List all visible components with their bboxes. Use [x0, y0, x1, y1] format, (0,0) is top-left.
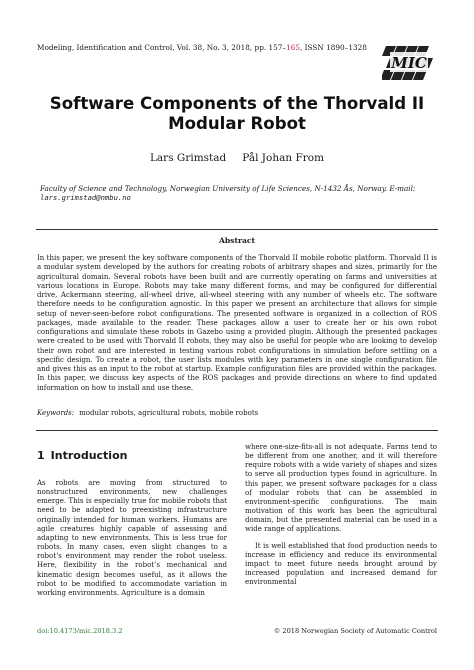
- author-2: Pål Johan From: [242, 152, 325, 164]
- abstract-bottom-rule: [36, 430, 438, 431]
- author-1: Lars Grimstad: [149, 152, 227, 164]
- journal-citation: Modeling, Identification and Control, Vol. 38, No. 3, 2018, pp. 157–: [37, 43, 287, 52]
- affiliation-text: Faculty of Science and Technology, Norwegian University of Life Sciences, N-1432 Ås, Norway. E-mail:: [40, 184, 416, 193]
- mic-logo-graphic: [382, 40, 434, 82]
- abstract-body: In this paper, we present the key software components of the Thorvald II mobile robotic platform. Thorvald II is a modular system developed by the authors for creating robots of arbitrary shapes and sizes, primarily for the agricultural domain. Several robots have been built and are currently operating on farms and universities at various locations in Europe. Robots may take many different forms, and may be configured for differential drive, Ackermann steering, all-wheel drive, all-wheel steering with any number of wheels etc. The software therefore needs to be configuration agnostic. In this paper we present an architecture that allows for simple setup of never-seen-before robot configurations. The presented software is organized in a collection of ROS packages, made available to the reader. These packages allow a user to create her or his own robot configurations and simulate these robots in Gazebo using a provided plugin. Although the presented packages were created to be used with Thorvald II robots, they may also be useful for people who are looking to develop their own robot and are interested in testing various robot configurations in simulation before settling on a specific design. To create a robot, the user lists modules with key parameters in one single configuration file and gives this as an input to the robot at startup. Example configuration files are provided within the packages. In this paper, we discuss key aspects of the ROS packages and provide directions on where to find updated information on how to install and use these.: [37, 254, 437, 392]
- title-line-2: Modular Robot: [168, 114, 306, 133]
- keywords-label: Keywords:: [37, 409, 75, 417]
- abstract-heading: Abstract: [218, 236, 256, 245]
- title-line-1: Software Components of the Thorvald II: [49, 94, 425, 113]
- doi-link[interactable]: doi:10.4173/mic.2018.3.2: [37, 627, 123, 635]
- copyright-notice: © 2018 Norwegian Society of Automatic Control: [273, 627, 437, 635]
- author-list: [40, 152, 434, 165]
- abstract-top-rule: [36, 229, 438, 230]
- paper-title: [40, 94, 434, 134]
- journal-header: [37, 43, 377, 52]
- right-column: [245, 443, 437, 587]
- mic-journal-logo-icon: [382, 40, 434, 82]
- author-email[interactable]: lars.grimstad@nmbu.no: [40, 193, 131, 203]
- right-paragraph-2: It is well established that food production needs to increase in efficiency and reduce its environmental impact to meet future needs brought around by increased population and increased demand for environmental: [245, 541, 437, 587]
- section-number: 1: [37, 449, 45, 462]
- right-paragraph-1: where one-size-fits-all is not adequate. Farms tend to be different from one another, and it will therefore require robots with a wide variety of shapes and sizes to serve all production types found in agriculture. In this paper, we present software packages for a class of modular robots that can be assembled in environment-specific configurations. The main motivation of this work has been the agricultural domain, but the presented material can be used in a wide range of applications.: [245, 443, 437, 534]
- section-title: Introduction: [50, 449, 128, 462]
- page-end-link[interactable]: 165: [286, 43, 301, 52]
- affiliation: [40, 184, 436, 202]
- section-heading: [37, 449, 217, 463]
- keywords-list: modular robots, agricultural robots, mobile robots: [79, 409, 259, 417]
- left-column-text: As robots are moving from structured to nonstructured environments, new challenges emerge. This is especially true for mobile robots that need to be adapted to preexisting infrastructure originally intended for human workers. Humans are agile creatures highly capable of assessing and adapting to new environments. This is less true for robots. In many cases, even slight changes to a robot’s environment may render the robot useless. Here, flexibility in the robot’s mechanical and kinematic design becomes useful, as it allows the robot to be modified to accommodate variation in working environments. Agriculture is a domain: [37, 479, 227, 597]
- keywords-line: [37, 409, 437, 418]
- logo-text: MIC: [391, 54, 427, 72]
- journal-issn: , ISSN 1890–1328: [300, 43, 367, 52]
